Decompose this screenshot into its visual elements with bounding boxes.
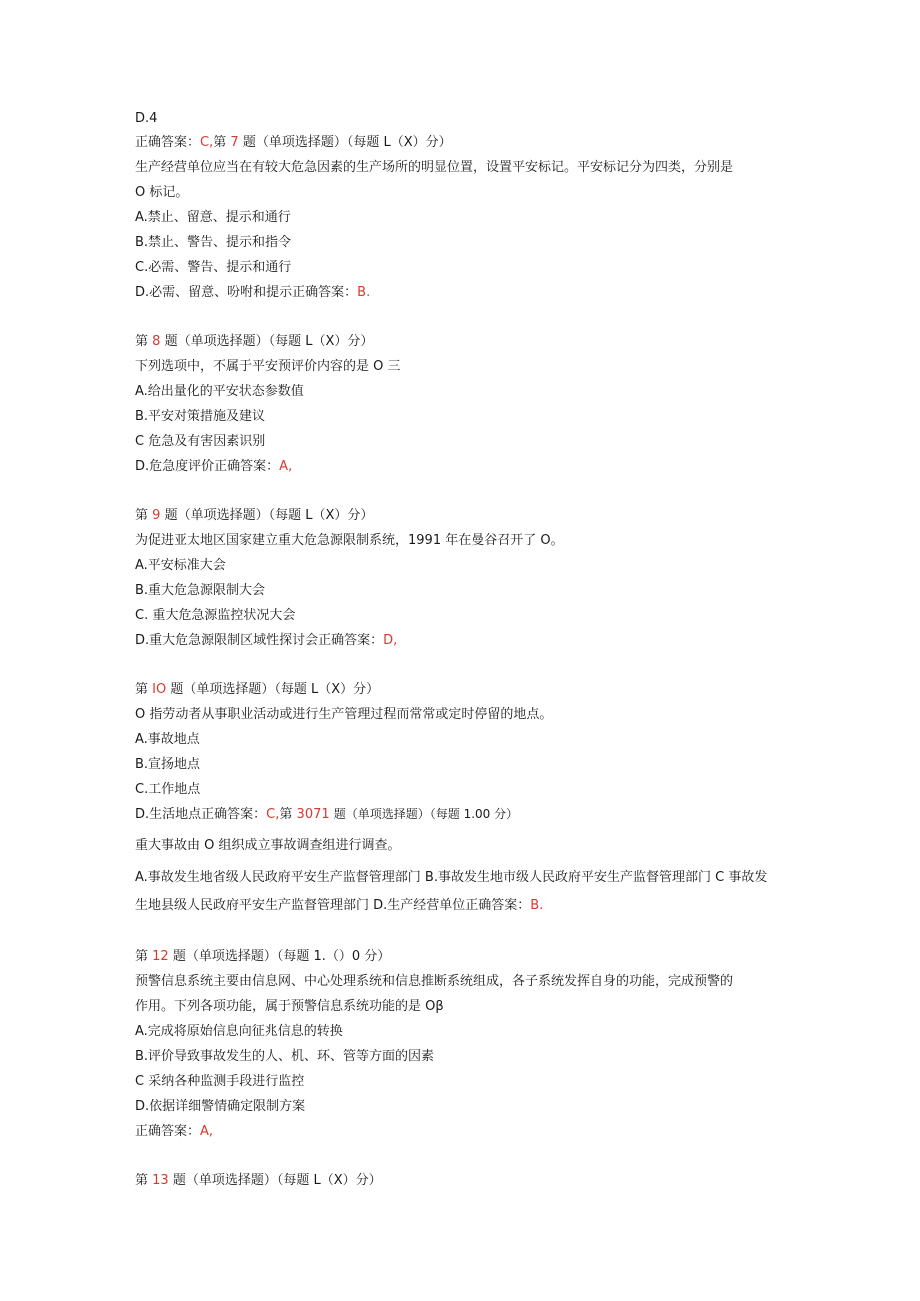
option-b: B.宣扬地点	[135, 757, 201, 772]
question-stem: 作用。下列各项功能，属于预警信息系统功能的是 Oβ	[135, 999, 444, 1014]
question-header: 第 IO 题（单项选择题）（每题 L（X）分）	[135, 682, 380, 697]
question-stem: O 标记。	[135, 185, 189, 200]
answer-value: B.	[357, 285, 371, 300]
question-stem: 为促进亚太地区国家建立重大危急源限制系统，1991 年在曼谷召开了 O。	[135, 533, 564, 548]
question-stem: 预警信息系统主要由信息网、中心处理系统和信息推断系统组成，各子系统发挥自身的功能，完成预警的	[135, 974, 734, 989]
question-number: 13	[152, 1173, 169, 1188]
option-b: B.禁止、警告、提示和指令	[135, 235, 292, 250]
question-stem: O 指劳动者从事职业活动或进行生产管理过程而常常或定时停留的地点。	[135, 707, 553, 722]
option-d: D.4	[135, 111, 158, 126]
question-header: 第 13 题（单项选择题）（每题 L（X）分）	[135, 1173, 382, 1188]
option-a: A.平安标准大会	[135, 558, 226, 573]
answer-value: A,	[279, 459, 293, 474]
answer-line: 正确答案：A,	[135, 1124, 214, 1139]
option-d: D.生活地点正确答案：C,第 3071 题（单项选择题）（每题 1.00 分）	[135, 807, 519, 822]
option-b: B.重大危急源限制大会	[135, 583, 266, 598]
answer-value: D,	[383, 633, 398, 648]
answer-value: C,	[266, 807, 280, 822]
question-number: IO	[152, 682, 167, 697]
question-number: 7	[230, 135, 239, 150]
answer-value: A,	[200, 1124, 214, 1139]
question-header: 第 12 题（单项选择题）（每题 1.（）0 分）	[135, 949, 391, 964]
option-c: C. 重大危急源监控状况大会	[135, 608, 296, 623]
answer-value: B.	[530, 898, 544, 913]
option-b: B.平安对策措施及建议	[135, 409, 266, 424]
question-header: 第 9 题（单项选择题）（每题 L（X）分）	[135, 508, 374, 523]
option-c: C.必需、警告、提示和通行	[135, 260, 292, 275]
option-a: A.禁止、留意、提示和通行	[135, 210, 291, 225]
option-d: D.必需、留意、吩咐和提示正确答案：B.	[135, 285, 371, 300]
document-page	[135, 108, 780, 1193]
question-number: 3071	[296, 807, 330, 822]
options-block: A.事故发生地省级人民政府平安生产监督管理部门 B.事故发生地市级人民政府平安生产监督管理部门 C 事故发生地县级人民政府平安生产监督管理部门 D.生产经营单位正确答案：B.	[135, 870, 768, 913]
question-header: 第 8 题（单项选择题）（每题 L（X）分）	[135, 334, 374, 349]
option-d: D.重大危急源限制区域性探讨会正确答案：D,	[135, 633, 398, 648]
option-a: A.事故地点	[135, 732, 200, 747]
option-c: C.工作地点	[135, 782, 201, 797]
option-d: D.危急度评价正确答案：A,	[135, 459, 293, 474]
option-a: A.给出量化的平安状态参数值	[135, 384, 304, 399]
option-a: A.完成将原始信息向征兆信息的转换	[135, 1024, 343, 1039]
option-d: D.依据详细警情确定限制方案	[135, 1099, 306, 1114]
answer-and-question-header: 正确答案：C,第 7 题（单项选择题）（每题 L（X）分）	[135, 135, 452, 150]
question-stem: 重大事故由 O 组织成立事故调查组进行调查。	[135, 838, 401, 853]
question-number: 12	[152, 949, 169, 964]
option-c: C 采纳各种监测手段进行监控	[135, 1074, 305, 1089]
option-c: C 危急及有害因素识别	[135, 434, 266, 449]
question-stem: 生产经营单位应当在有较大危急因素的生产场所的明显位置，设置平安标记。平安标记分为四类，分别是	[135, 160, 734, 175]
question-stem: 下列选项中，不属于平安预评价内容的是 O 三	[135, 359, 401, 374]
question-number: 8	[152, 334, 161, 349]
option-b: B.评价导致事故发生的人、机、环、管等方面的因素	[135, 1049, 435, 1064]
question-number: 9	[152, 508, 161, 523]
answer-value: C,	[200, 135, 214, 150]
